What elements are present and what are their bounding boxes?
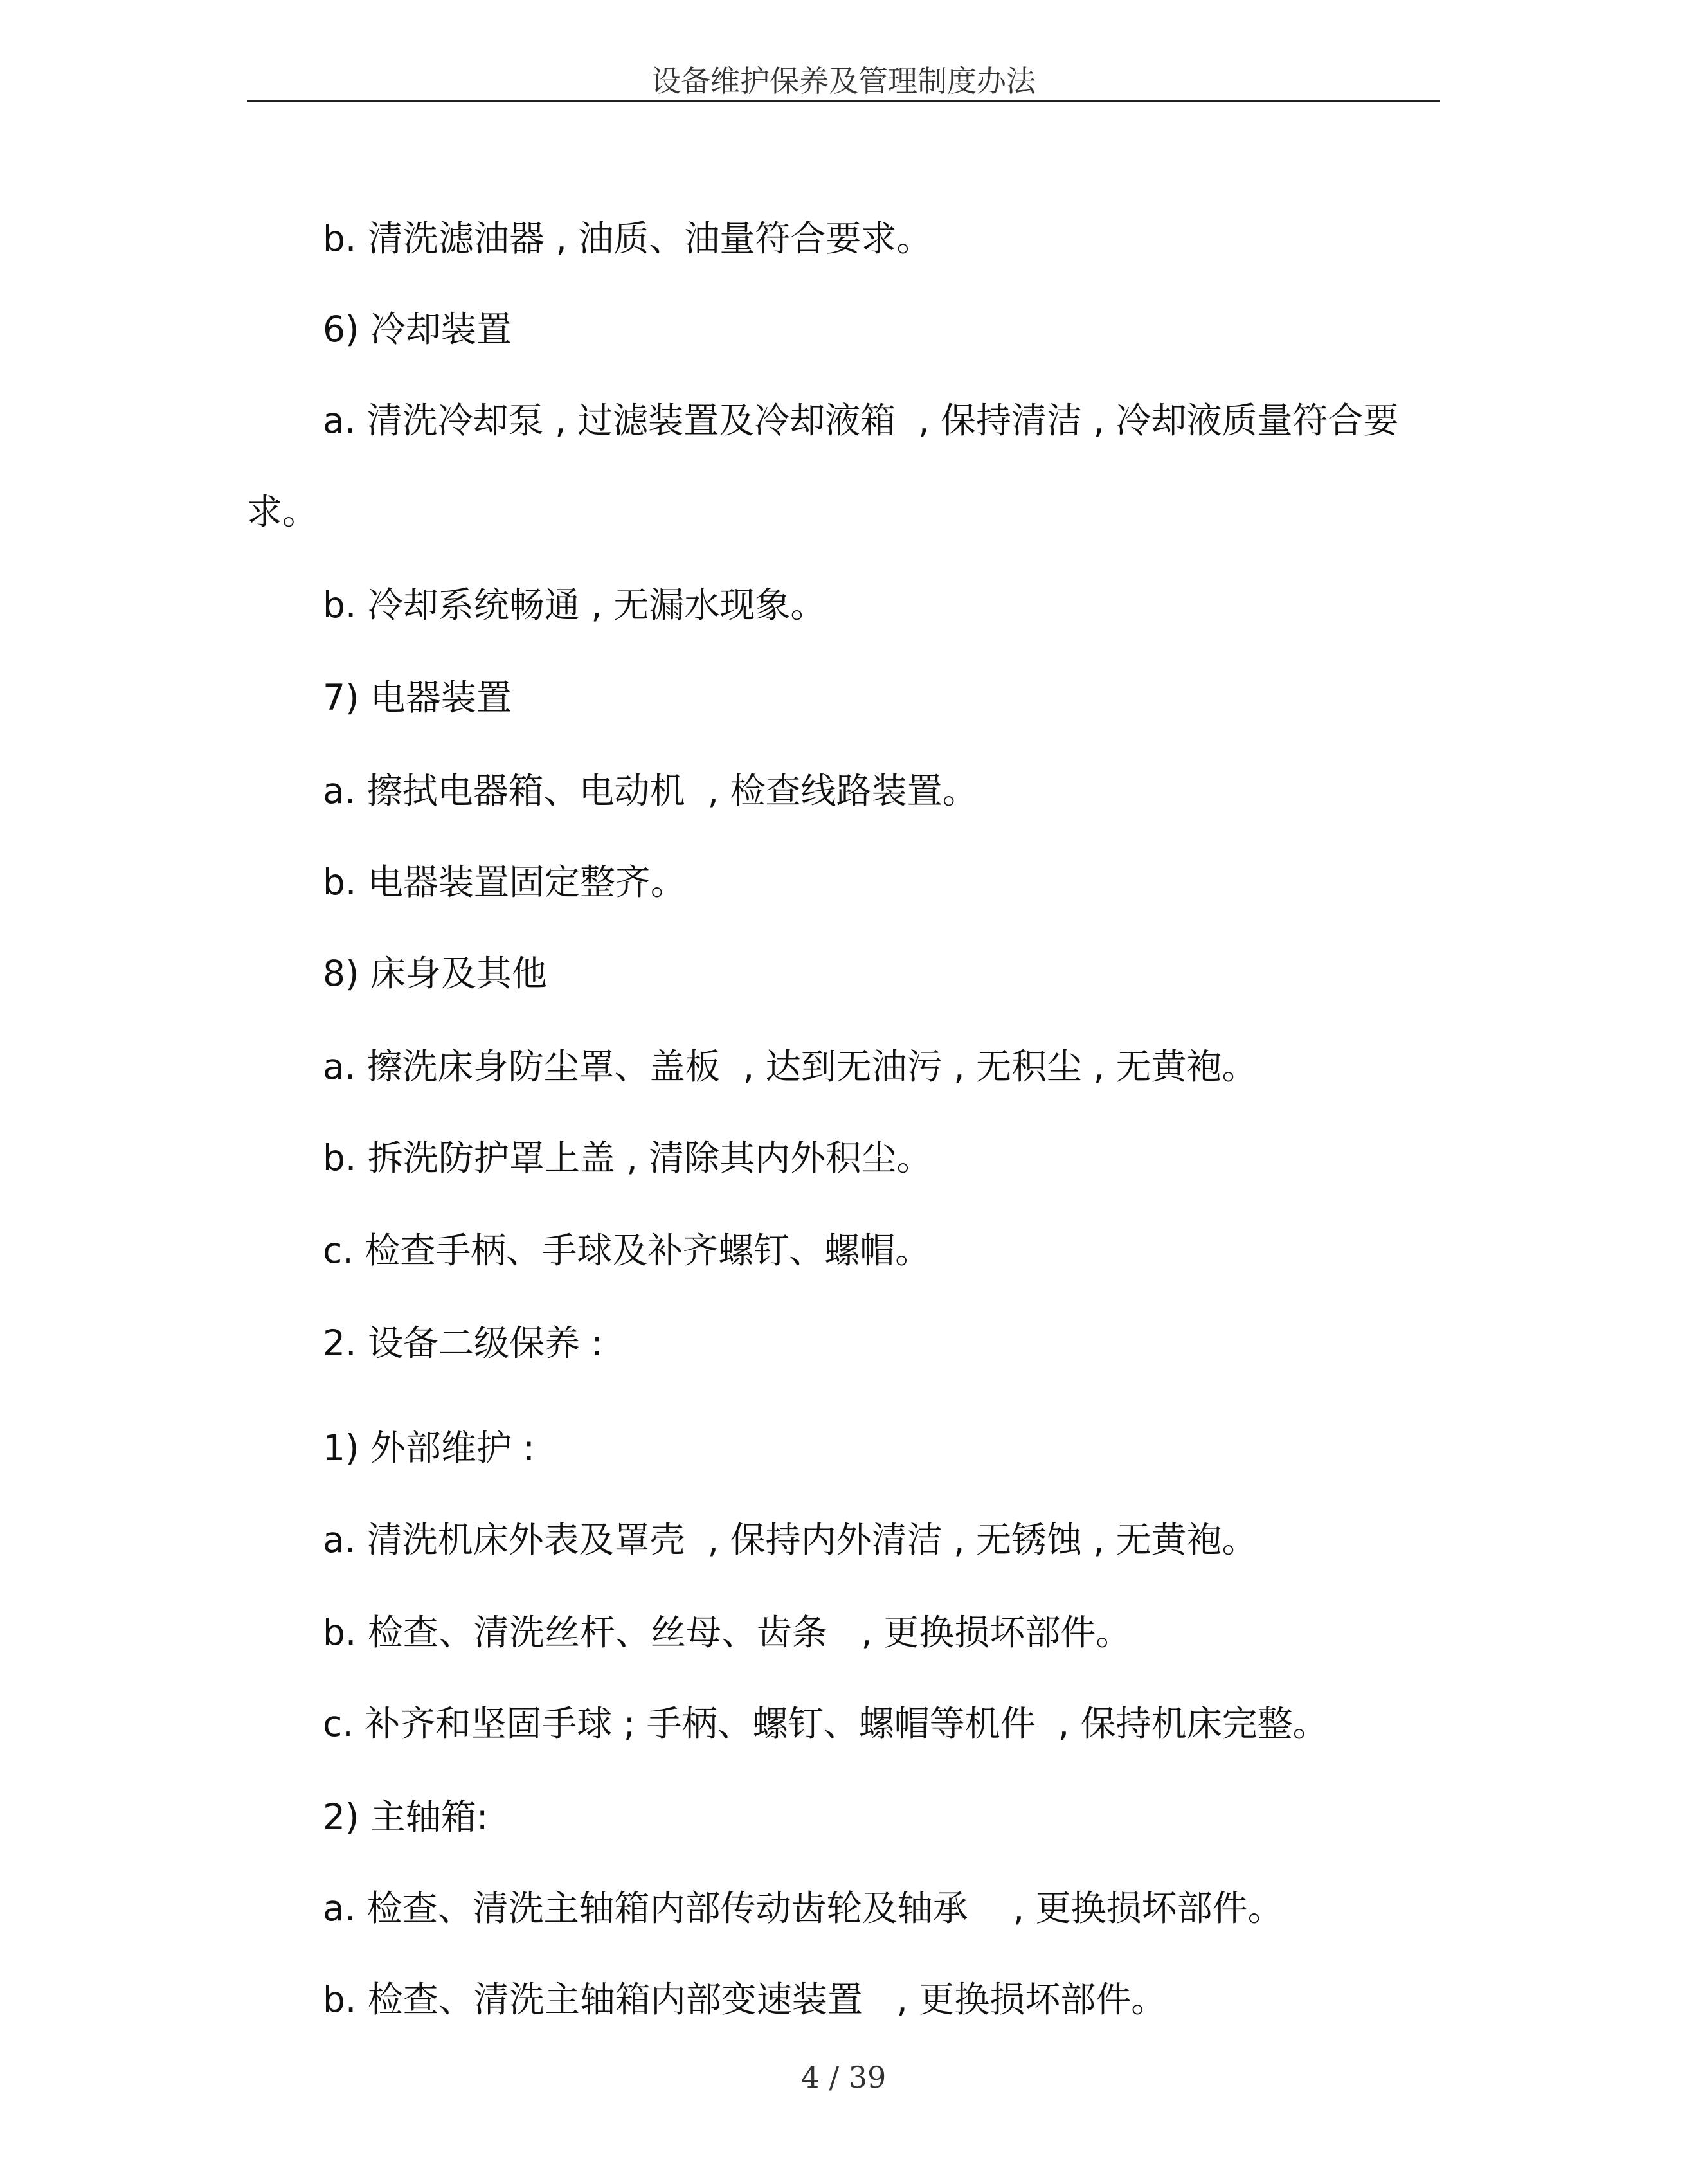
paragraph-line: c. 检查手柄、手球及补齐螺钉、螺帽。 [323, 1230, 931, 1271]
paragraph-line: 求。 [247, 491, 318, 532]
paragraph-line: c. 补齐和坚固手球 ; 手柄、螺钉、螺帽等机件 , 保持机床完整。 [323, 1703, 1328, 1744]
section-heading: 1) 外部维护 : [323, 1427, 535, 1468]
page-header-title: 设备维护保养及管理制度办法 [651, 64, 1036, 98]
paragraph-line: b. 冷却系统畅通 , 无漏水现象。 [323, 584, 826, 626]
paragraph-line: b. 检查、清洗丝杆、丝母、齿条 , 更换损坏部件。 [323, 1612, 1132, 1653]
section-heading: 7) 电器装置 [323, 677, 512, 718]
paragraph-line: b. 清洗滤油器 , 油质、油量符合要求。 [323, 218, 932, 259]
paragraph-line: a. 擦拭电器箱、电动机 , 检查线路装置。 [323, 770, 978, 811]
paragraph-line: b. 检查、清洗主轴箱内部变速装置 , 更换损坏部件。 [323, 1979, 1167, 2020]
page-number: 4 / 39 [800, 2060, 887, 2095]
header-divider [247, 100, 1440, 102]
section-heading: 6) 冷却装置 [323, 309, 512, 350]
paragraph-line: b. 拆洗防护罩上盖 , 清除其内外积尘。 [323, 1137, 932, 1178]
section-heading: 8) 床身及其他 [323, 953, 547, 994]
section-heading: 2. 设备二级保养 : [323, 1322, 603, 1364]
paragraph-line: a. 检查、清洗主轴箱内部传动齿轮及轴承 , 更换损坏部件。 [323, 1888, 1283, 1929]
section-heading: 2) 主轴箱: [323, 1796, 489, 1837]
paragraph-line: a. 清洗冷却泵 , 过滤装置及冷却液箱 , 保持清洁 , 冷却液质量符合要 [323, 400, 1399, 441]
paragraph-line: b. 电器装置固定整齐。 [323, 862, 686, 903]
paragraph-line: a. 清洗机床外表及罩壳 , 保持内外清洁 , 无锈蚀 , 无黄袍。 [323, 1519, 1258, 1560]
paragraph-line: a. 擦洗床身防尘罩、盖板 , 达到无油污 , 无积尘 , 无黄袍。 [323, 1046, 1258, 1087]
